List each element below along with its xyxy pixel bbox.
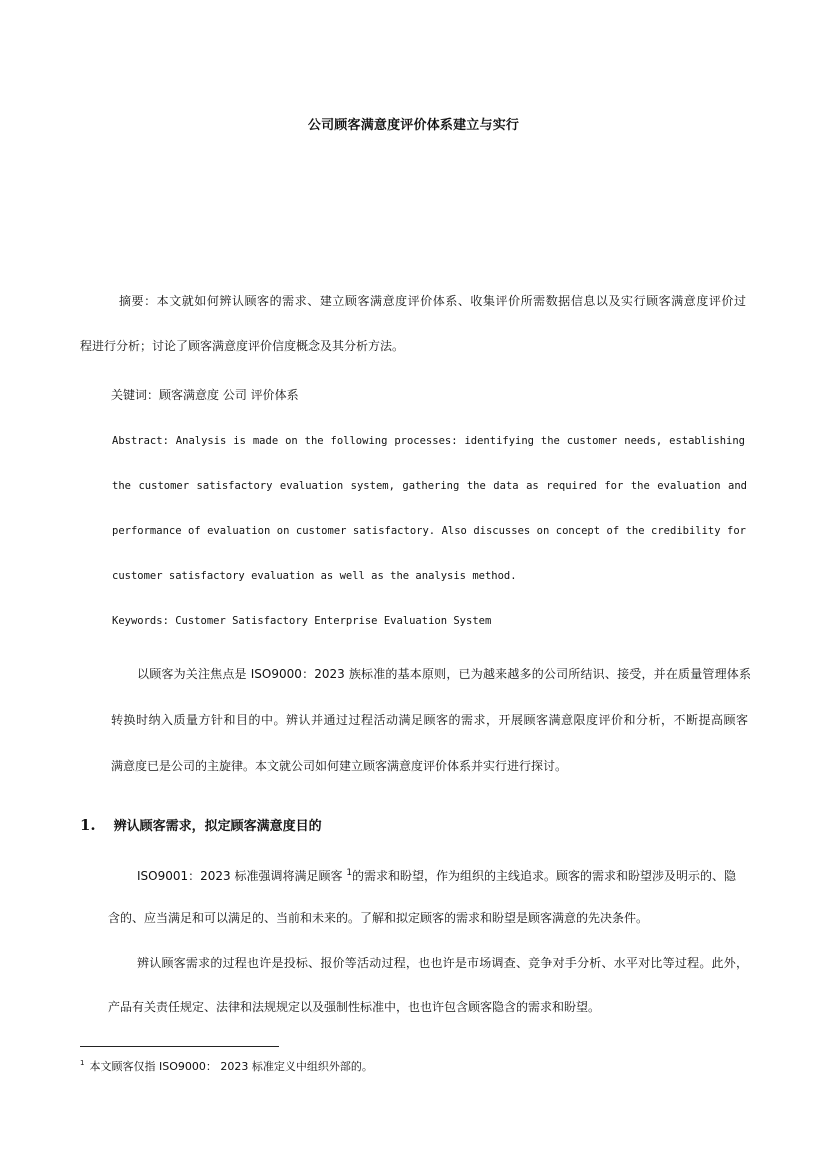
abstract-cn-line2: 程进行分析；讨论了顾客满意度评价信度概念及其分析方法。 — [80, 339, 405, 353]
section1-p2-line1: 辨认顾客需求的过程也许是投标、报价等活动过程，也也许是市场调查、竞争对手分析、水平对比等过程。此外， — [137, 956, 748, 970]
section1-p1-line1 — [137, 865, 736, 885]
abstract-cn-line1: 摘要：本文就如何辨认顾客的需求、建立顾客满意度评价体系、收集评价所需数据信息以及实行顾客满意度评价过 — [119, 294, 746, 308]
section1-p1-line2: 含的、应当满足和可以满足的、当前和未来的。了解和拟定顾客的需求和盼望是顾客满意的先决条件。 — [108, 911, 649, 925]
intro-line3: 满意度已是公司的主旋律。本文就公司如何建立顾客满意度评价体系并实行进行探讨。 — [111, 759, 568, 773]
section1-p1-text-b: 的需求和盼望，作为组织的主线追求。顾客的需求和盼望涉及明示的、隐 — [352, 869, 737, 883]
footnote-marker: 1 — [80, 1059, 85, 1068]
page-title: 公司顾客满意度评价体系建立与实行 — [307, 118, 520, 133]
intro-line2: 转换时纳入质量方针和目的中。辨认并通过过程活动满足顾客的需求，开展顾客满意限度评价和分析，不断提高顾客 — [111, 713, 748, 727]
footnote-text: 本文顾客仅指 ISO9000： 2023 标准定义中组织外部的。 — [89, 1060, 373, 1073]
abstract-en-line3: performance of evaluation on customer satisfactory. Also discusses on concept of the credibility for — [112, 525, 746, 537]
section1-p2-line2: 产品有关责任规定、法律和法规规定以及强制性标准中，也也许包含顾客隐含的需求和盼望。 — [108, 1000, 601, 1014]
footnote — [80, 1058, 373, 1074]
section-heading — [80, 815, 322, 834]
abstract-en-line1: Abstract: Analysis is made on the following processes: identifying the customer needs, establishing — [112, 435, 745, 447]
section-number: 1. — [80, 816, 96, 834]
footnote-divider — [80, 1046, 279, 1047]
abstract-en-line4: customer satisfactory evaluation as well as the analysis method. — [112, 570, 517, 582]
footnote-ref[interactable]: 1 — [346, 868, 353, 878]
keywords-en: Keywords: Customer Satisfactory Enterprise Evaluation System — [112, 615, 492, 627]
abstract-en-line2: the customer satisfactory evaluation system, gathering the data as required for the evaluation and — [112, 480, 747, 492]
section1-p1-text-a: ISO9001：2023 标准强调将满足顾客 — [137, 869, 347, 883]
keywords-cn: 关键词：顾客满意度 公司 评价体系 — [111, 388, 299, 402]
section-title: 辨认顾客需求，拟定顾客满意度目的 — [113, 819, 322, 834]
intro-line1: 以顾客为关注焦点是 ISO9000：2023 族标准的基本原则，已为越来越多的公司所结识、接受，并在质量管理体系 — [137, 667, 751, 681]
